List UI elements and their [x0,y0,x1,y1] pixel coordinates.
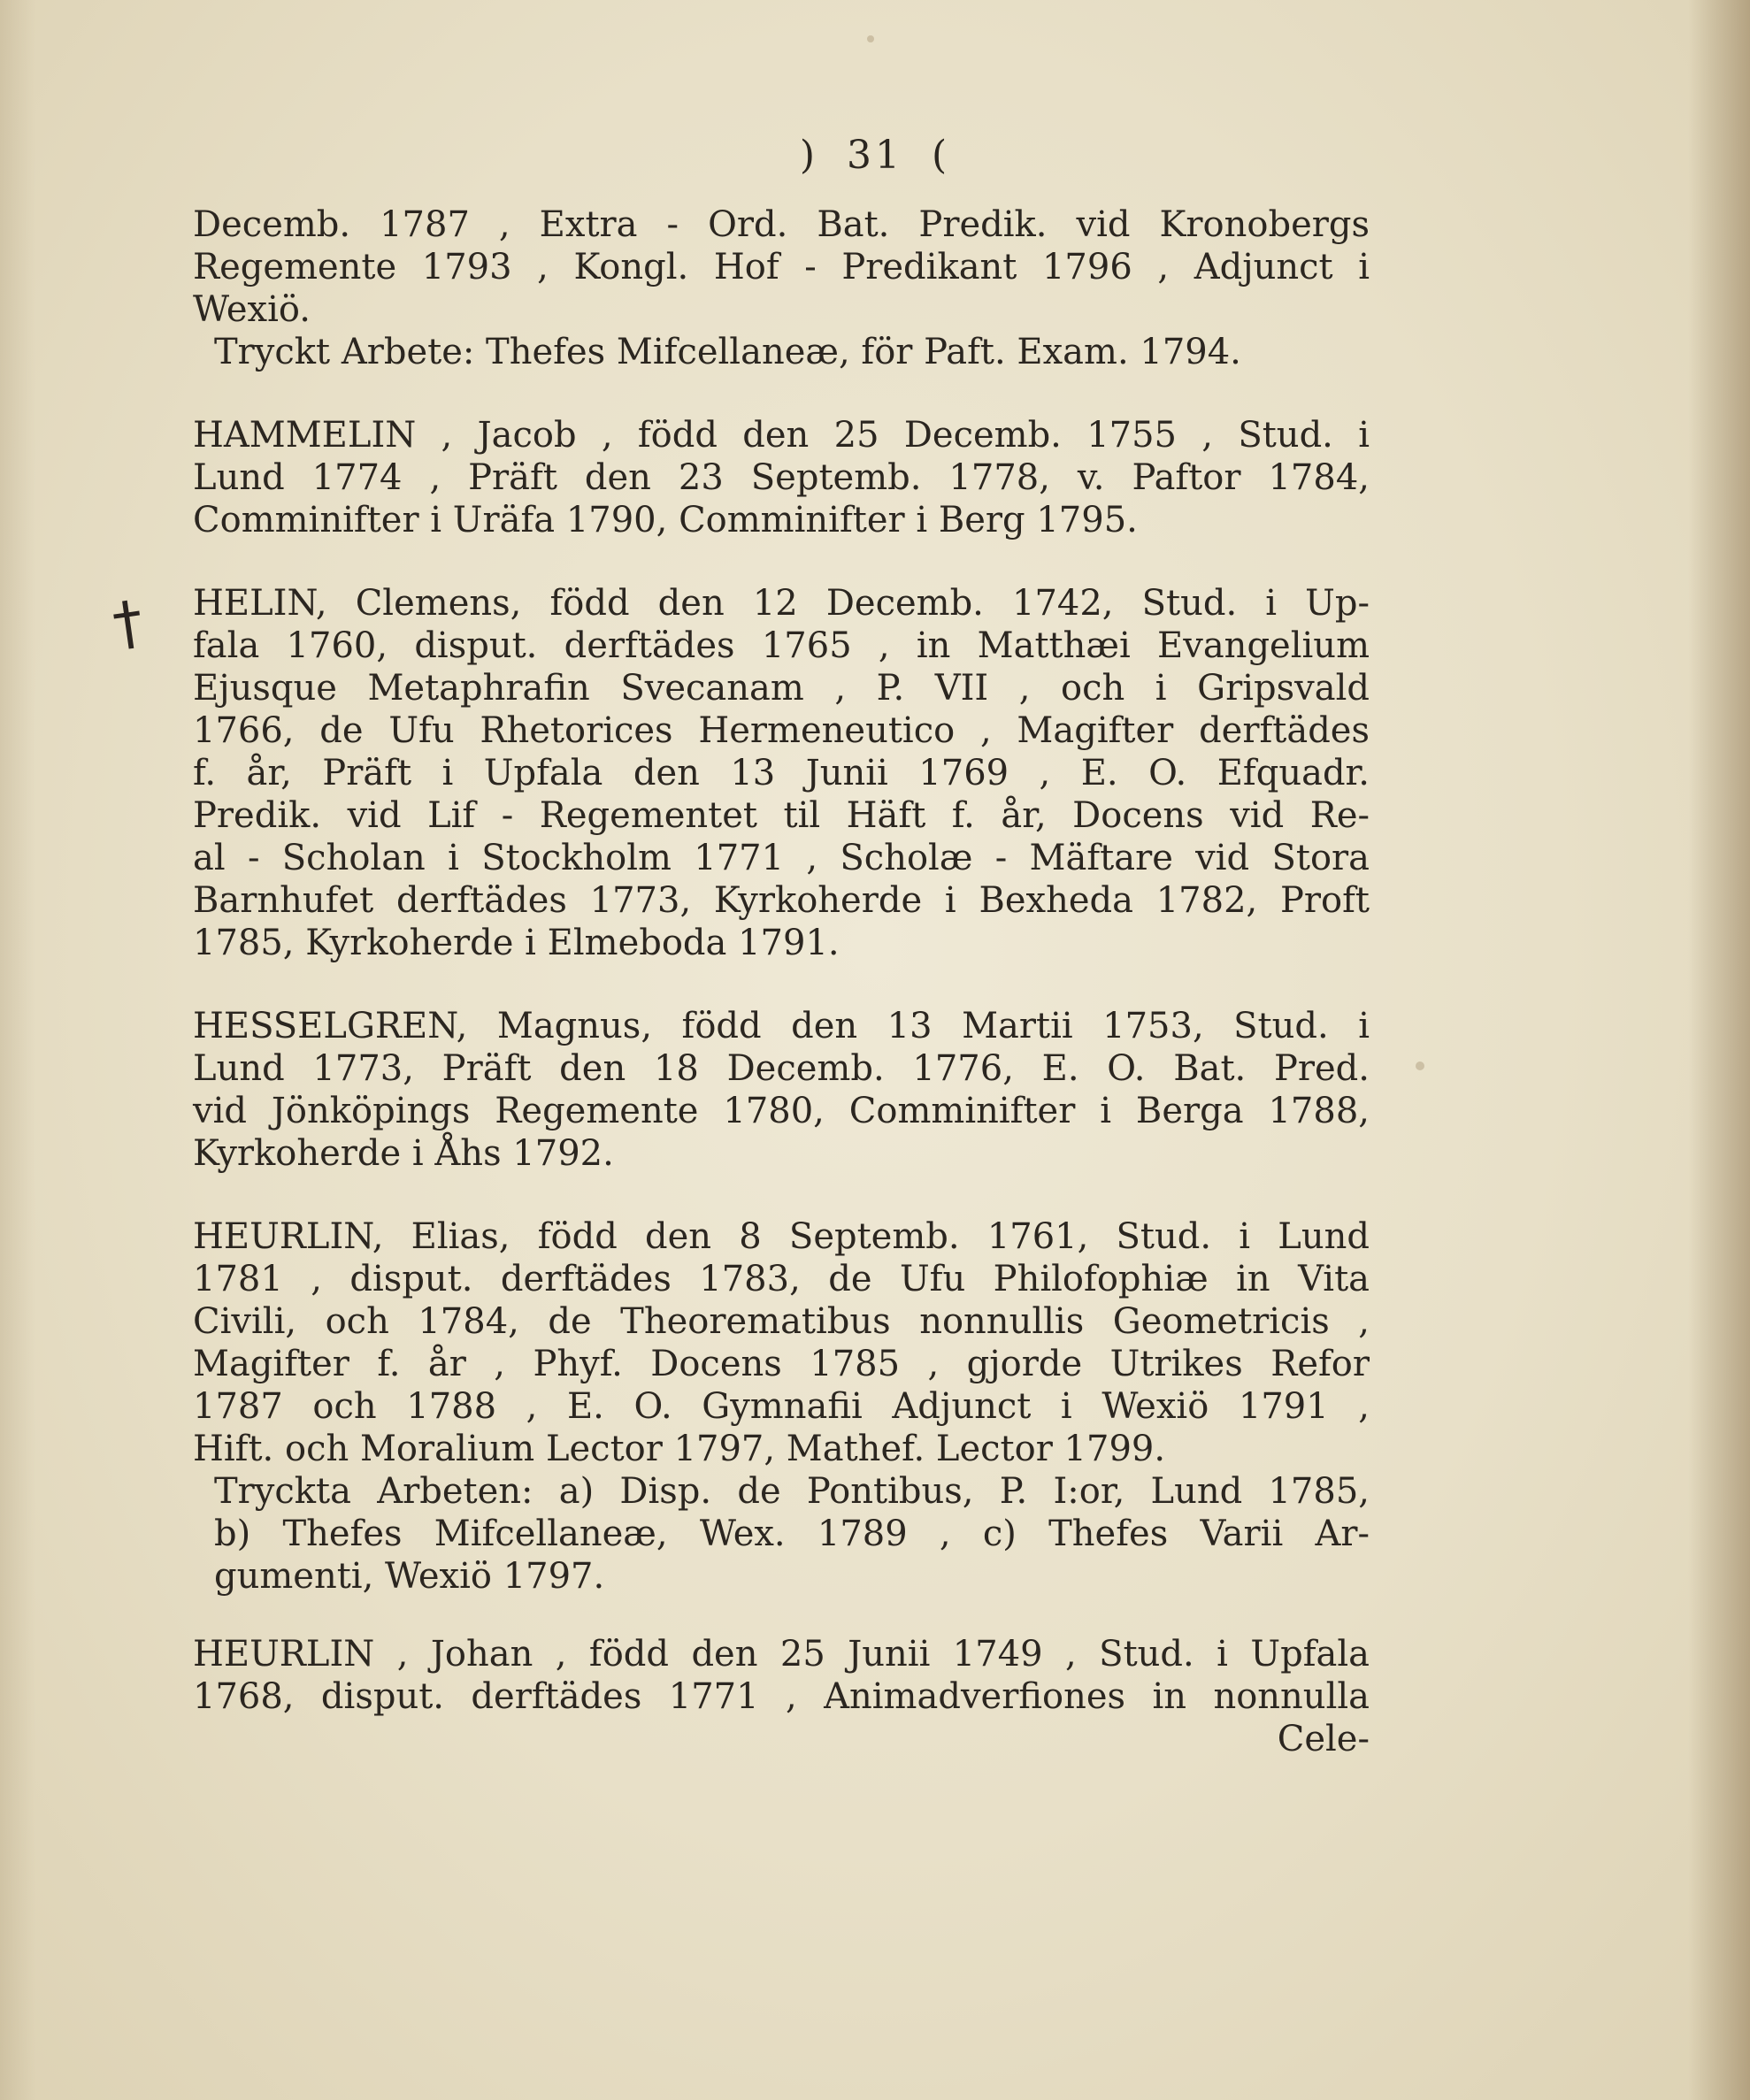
text-line: HEURLIN, Elias, född den 8 Septemb. 1761, Stud. i Lund [193,1216,1370,1257]
text-line: 1768, disput. derftädes 1771 , Animadverfiones in nonnulla [193,1676,1370,1717]
text-line: Tryckta Arbeten: a) Disp. de Pontibus, P. I:or, Lund 1785, [214,1471,1370,1512]
text-line: Decemb. 1787 , Extra - Ord. Bat. Predik. vid Kronobergs [193,204,1370,245]
text-line: Lund 1773, Präft den 18 Decemb. 1776, E. O. Bat. Pred. [193,1048,1370,1089]
printed-works-note [193,1470,1370,1598]
text-line: f. år, Präft i Upfala den 13 Junii 1769 , E. O. Efquadr. [193,753,1370,793]
text-line: Tryckt Arbete: Thefes Mifcellaneæ, för Paft. Exam. 1794. [214,332,1241,372]
entry-text [193,1005,1370,1175]
text-line: Magifter f. år , Phyf. Docens 1785 , gjorde Utrikes Refor [193,1344,1370,1384]
page-header [0,133,1750,178]
page-body [193,203,1370,1760]
text-line: HELIN, Clemens, född den 12 Decemb. 1742, Stud. i Up- [193,583,1370,624]
text-line: Civili, och 1784, de Theorematibus nonnullis Geometricis , [193,1301,1370,1342]
continuation-entry [193,203,1370,373]
text-line: vid Jönköpings Regemente 1780, Comminifter i Berga 1788, [193,1091,1370,1131]
entry-text [193,414,1370,541]
continuation-text [193,203,1370,331]
ink-spot [867,35,874,42]
page-number: 31 [847,133,903,178]
text-line: 1785, Kyrkoherde i Elmeboda 1791. [193,923,840,963]
text-line: Predik. vid Lif - Regementet til Häft f. år, Docens vid Re- [193,795,1370,836]
entry-text [193,1633,1370,1718]
text-line: Barnhufet derftädes 1773, Kyrkoherde i Bexheda 1782, Proft [193,880,1370,921]
entry-hesselgren [193,1005,1370,1175]
text-line: al - Scholan i Stockholm 1771 , Scholæ - Mäftare vid Stora [193,838,1370,878]
text-line: HESSELGREN, Magnus, född den 13 Martii 1753, Stud. i [193,1006,1370,1046]
text-line: Wexiö. [193,289,311,330]
header-right-bracket: ( [932,133,951,178]
text-line: HEURLIN , Johan , född den 25 Junii 1749 , Stud. i Upfala [193,1634,1370,1675]
text-line: Regemente 1793 , Kongl. Hof - Predikant 1796 , Adjunct i [193,247,1370,287]
text-line: Hift. och Moralium Lector 1797, Mathef. Lector 1799. [193,1429,1166,1469]
text-line: 1766, de Ufu Rhetorices Hermeneutico , Magifter derftädes [193,710,1370,751]
text-line: Ejusque Metaphrafin Svecanam , P. VII , och i Gripsvald [193,668,1370,709]
text-line: Lund 1774 , Präft den 23 Septemb. 1778, v. Paftor 1784, [193,457,1370,498]
entry-hammelin [193,414,1370,541]
entry-heurlin-johan [193,1633,1370,1760]
entry-text [193,1215,1370,1470]
text-line: b) Thefes Mifcellaneæ, Wex. 1789 , c) Thefes Varii Ar- [214,1514,1370,1554]
entry-heurlin-elias [193,1215,1370,1598]
entry-text [193,582,1370,964]
entry-helin [193,582,1370,964]
page-left-shadow [0,0,35,2100]
page-right-shadow [1688,0,1750,2100]
text-line: HAMMELIN , Jacob , född den 25 Decemb. 1755 , Stud. i [193,415,1370,456]
text-line: 1781 , disput. derftädes 1783, de Ufu Philofophiæ in Vita [193,1259,1370,1299]
printed-works-note [193,331,1370,373]
text-line: gumenti, Wexiö 1797. [214,1556,605,1597]
ink-spot [1416,1061,1424,1070]
text-line: fala 1760, disput. derftädes 1765 , in Matthæi Evangelium [193,625,1370,666]
catchword: Cele- [1277,1719,1370,1759]
text-line: Comminifter i Uräfa 1790, Comminifter i Berg 1795. [193,500,1138,540]
header-left-bracket: ) [799,133,818,178]
text-line: Kyrkoherde i Åhs 1792. [193,1133,614,1174]
margin-cross-mark: † [108,587,148,659]
text-line: 1787 och 1788 , E. O. Gymnafii Adjunct i Wexiö 1791 , [193,1386,1370,1427]
